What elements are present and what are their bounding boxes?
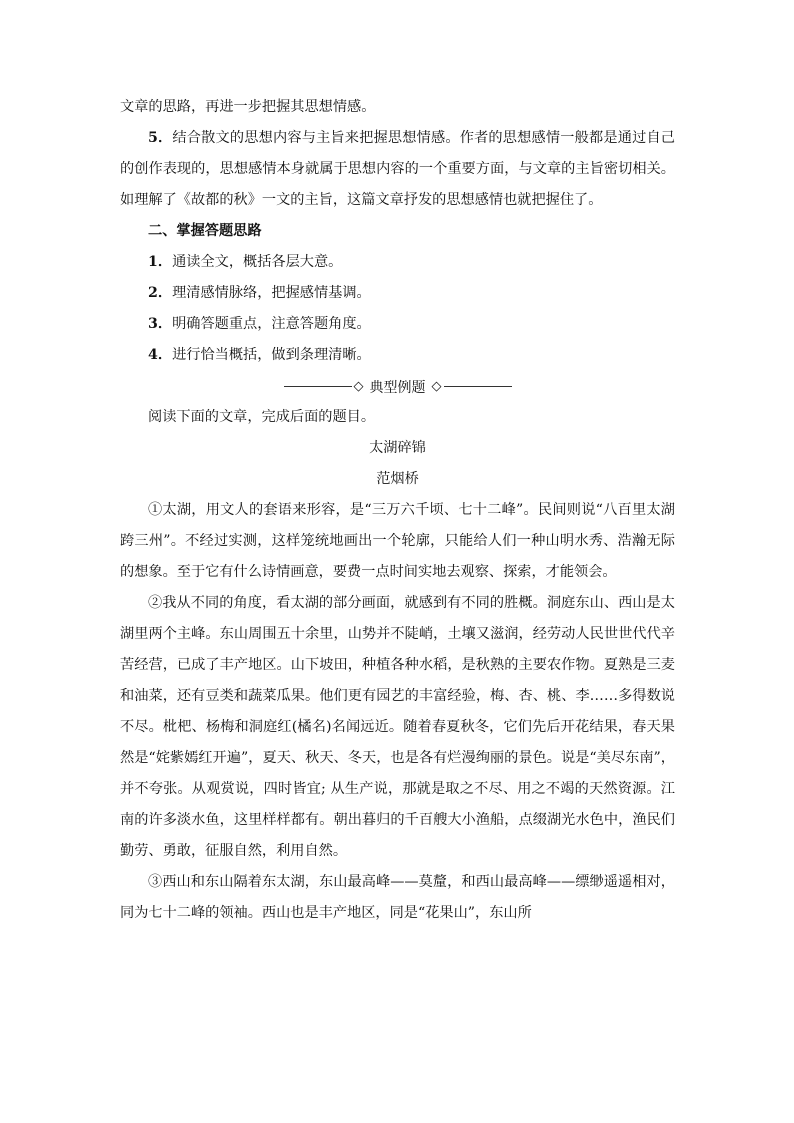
divider-line-right: [444, 386, 512, 387]
document-page: [120, 92, 675, 929]
step-item: [120, 309, 675, 340]
item-5-text: 结合散文的思想内容与主旨来把握思想情感。作者的思想感情一般都是通过自己的创作表现的，思想感情本身就属于思想内容的一个重要方面，与文章的主旨密切相关。如理解了《故都的秋》一文的主旨，这篇文章抒发的思想感情也就把握住了。: [120, 130, 675, 208]
diamond-icon: ◇: [431, 379, 442, 394]
instruction: 阅读下面的文章，完成后面的题目。: [148, 409, 376, 425]
article-title: 太湖碎锦: [369, 440, 426, 456]
step-text: 进行恰当概括，做到条理清晰。: [172, 347, 371, 363]
step-number: 2．: [148, 285, 173, 301]
step-number: 1．: [148, 254, 173, 270]
step-text: 明确答题重点，注意答题角度。: [172, 316, 371, 332]
step-number: 4．: [148, 347, 173, 363]
divider-title: 典型例题: [369, 379, 426, 396]
diamond-icon: ◇: [353, 379, 364, 394]
article-paragraph-2: ②我从不同的角度，看太湖的部分画面，就感到有不同的胜概。洞庭东山、西山是太湖里两个主峰。东山周围五十余里，山势并不陡峭，土壤又滋润，经劳动人民世世代代辛苦经营，已成了丰产地区。山下坡田，种植各种水稻，是秋熟的主要农作物。夏熟是三麦和油菜，还有豆类和蔬菜瓜果。他们更有园艺的丰富经验，梅、杏、桃、李……多得数说不尽。枇杷、杨梅和洞庭红(橘名)名闻远近。随着春夏秋冬，它们先后开花结果，春天果然是“姹紫嫣红开遍”，夏天、秋天、冬天，也是各有烂漫绚丽的景色。说是“美尽东南”，并不夸张。从观赏说，四时皆宜; 从生产说，那就是取之不尽、用之不竭的天然资源。江南的许多淡水鱼，这里样样都有。朝出暮归的千百艘大小渔船，点缀湖光水色中，渔民们勤劳、勇敢，征服自然，利用自然。: [120, 595, 675, 859]
divider-line-left: [284, 386, 352, 387]
step-item: [120, 278, 675, 309]
section-divider: [120, 371, 675, 402]
paragraph-thoughts-tail: 文章的思路，再进一步把握其思想情感。: [120, 99, 376, 115]
article-author: 范烟桥: [376, 471, 419, 487]
step-number: 3．: [148, 316, 173, 332]
article-paragraph-1: ①太湖，用文人的套语来形容，是“三万六千顷、七十二峰”。民间则说“八百里太湖跨三州”。不经过实测，这样笼统地画出一个轮廓，只能给人们一种山明水秀、浩瀚无际的想象。至于它有什么诗情画意，要费一点时间实地去观察、探索，才能领会。: [120, 502, 675, 580]
step-item: [120, 340, 675, 371]
item-5: [120, 123, 675, 216]
step-text: 通读全文，概括各层大意。: [172, 254, 343, 270]
step-text: 理清感情脉络，把握感情基调。: [172, 285, 371, 301]
section-2-heading: 二、掌握答题思路: [148, 223, 262, 239]
item-5-number: 5．: [148, 130, 173, 146]
step-item: [120, 247, 675, 278]
article-paragraph-3: ③西山和东山隔着东太湖，东山最高峰——莫釐，和西山最高峰——缥缈遥遥相对，同为七十二峰的领袖。西山也是丰产地区，同是“花果山”，东山所: [120, 874, 675, 921]
